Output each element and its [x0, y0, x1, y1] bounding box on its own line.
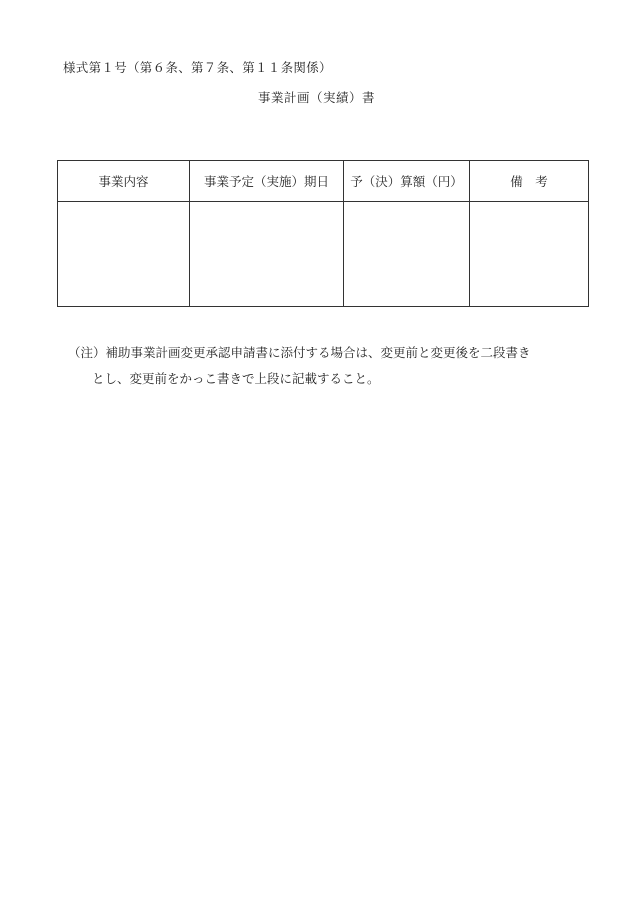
business-plan-table — [57, 160, 589, 307]
document-title: 事業計画（実績）書 — [258, 90, 376, 105]
table-header-row — [58, 161, 589, 202]
header-business-content: 事業内容 — [58, 161, 190, 202]
header-budget-amount: 予（決）算額（円） — [344, 161, 470, 202]
cell-budget-amount[interactable] — [344, 202, 470, 307]
cell-scheduled-date[interactable] — [190, 202, 344, 307]
cell-remarks[interactable] — [470, 202, 589, 307]
form-number-label: 様式第１号（第６条、第７条、第１１条関係） — [63, 60, 332, 75]
cell-business-content[interactable] — [58, 202, 190, 307]
note-section — [68, 340, 588, 392]
header-remarks: 備 考 — [470, 161, 589, 202]
note-line-1: （注）補助事業計画変更承認申請書に添付する場合は、変更前と変更後を二段書き — [68, 345, 531, 360]
table-row — [58, 202, 589, 307]
header-scheduled-date: 事業予定（実施）期日 — [190, 161, 344, 202]
note-line-2: とし、変更前をかっこ書きで上段に記載すること。 — [92, 371, 380, 386]
